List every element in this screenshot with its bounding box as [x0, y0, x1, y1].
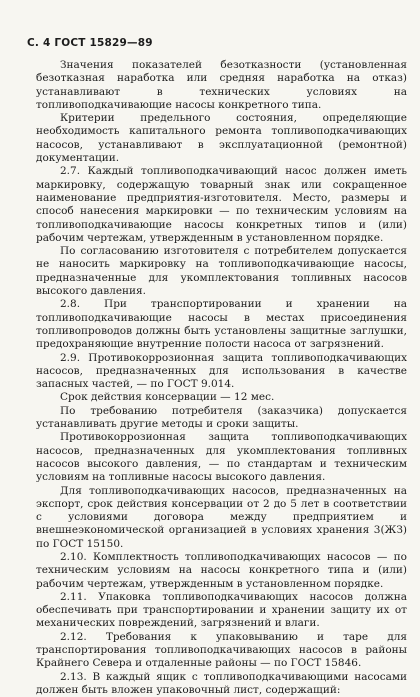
paragraph: По требованию потребителя (заказчика) допускается устанавливать другие методы и сроки защиты.	[36, 404, 407, 431]
paragraph: 2.12. Требования к упаковыванию и таре для транспортирования топливоподкачивающих насосов в районы Крайнего Севера и отдаленные районы — по ГОСТ 15846.	[36, 630, 407, 670]
paragraph: Срок действия консервации — 12 мес.	[60, 391, 275, 404]
paragraph: Для топливоподкачивающих насосов, предназначенных на экспорт, срок действия консервации от 2 до 5 лет в соответствии с условиями договора между предприятием и внешнеэкономической организацией в условиях хранения 3(ЖЗ) по ГОСТ 15150.	[36, 484, 407, 550]
paragraph: 2.9. Противокоррозионная защита топливоподкачивающих насосов, предназначенных для использования в качестве запасных частей, — по ГОСТ 9.014.	[36, 351, 407, 391]
paragraph: 2.8. При транспортировании и хранении на топливоподкачивающие насосы в местах присоединения топливопроводов должны быть установлены защитные заглушки, предохраняющие внутренние полости насоса от загрязнений.	[36, 298, 407, 351]
page-header	[27, 37, 153, 49]
paragraph: Критерии предельного состояния, определяющие необходимость капитального ремонта топливоподкачивающих насосов, устанавливают в эксплуатационной (ремонтной) документации.	[36, 112, 407, 165]
paragraph: 2.10. Комплектность топливоподкачивающих насосов — по техническим условиям на насосы конкретного типа и (или) рабочим чертежам, утвержденным в установленном порядке.	[36, 550, 407, 590]
paragraph: Значения показателей безотказности (установленная безотказная наработка или средняя наработка на отказ) устанавливают в технических условиях на топливоподкачивающие насосы конкретного типа.	[36, 59, 407, 111]
paragraph: По согласованию изготовителя с потребителем допускается не наносить маркировку на топливоподкачивающие насосы, предназначенные для укомплектования топливных насосов высокого давления.	[36, 245, 407, 298]
body-text	[36, 59, 407, 697]
paragraph: 2.11. Упаковка топливоподкачивающих насосов должна обеспечивать при транспортировании и хранении защиту их от механических повреждений, загрязнений и влаги.	[36, 590, 407, 630]
standard-designation: ГОСТ 15829—89	[54, 37, 153, 49]
paragraph: Противокоррозионная защита топливоподкачивающих насосов, предназначенных для укомплектования топливных насосов высокого давления, — по стандартам и техническим условиям на топливные насосы высокого давления.	[36, 431, 407, 484]
paragraph: 2.7. Каждый топливоподкачивающий насос должен иметь маркировку, содержащую товарный знак или сокращенное наименование предприятия-изготовителя. Место, размеры и способ нанесения маркировки — по техническим условиям на топливоподкачивающие насосы конкретных типов и (или) рабочим чертежам, утвержденным в установленном порядке.	[36, 165, 407, 244]
paragraph: 2.13. В каждый ящик с топливоподкачивающими насосами должен быть вложен упаковочный лист, содержащий:	[36, 670, 407, 696]
page-number: С. 4	[27, 37, 51, 49]
